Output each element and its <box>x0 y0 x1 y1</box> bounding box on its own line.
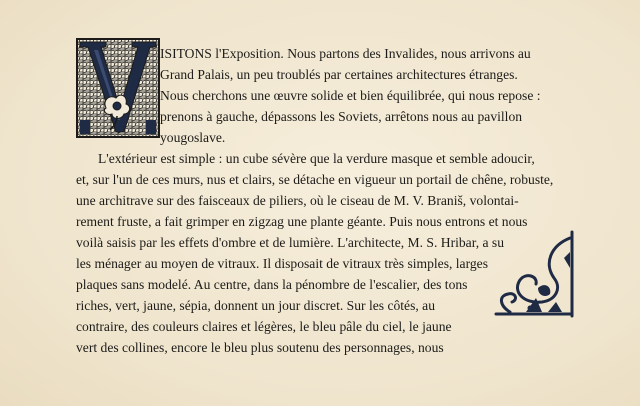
text-line: et, sur l'un de ces murs, nus et clairs, se détache en vigueur un portail de chêne, robuste, <box>76 172 554 187</box>
text-line: Grand Palais, un peu troublés par certaines architectures étranges. <box>160 67 518 82</box>
text-line: L'extérieur est simple : un cube sévère que la verdure masque et semble adoucir, <box>98 151 535 166</box>
text-line: plaques sans modelé. Au centre, dans la pénombre de l'escalier, des tons <box>76 277 468 292</box>
flourish-ornament-icon <box>490 228 578 318</box>
corner-flourish <box>490 228 578 318</box>
text-line: vert des collines, encore le bleu plus soutenu des personnages, nous <box>76 340 444 355</box>
text-line: Nous cherchons une œuvre solide et bien équilibrée, qui nous repose : <box>160 88 541 103</box>
text-line: les ménager au moyen de vitraux. Il disposait de vitraux très simples, larges <box>76 256 488 271</box>
text-line: yougoslave. <box>160 130 226 145</box>
text-line: rement fruste, a fait grimper en zigzag une plante géante. Puis nous entrons et nous <box>76 214 528 229</box>
text-line: riches, vert, jaune, sépia, donnent un jour discret. Sur les côtés, au <box>76 298 435 313</box>
drop-cap-ornament-icon <box>76 38 160 138</box>
text-line: contraire, des couleurs claires et légères, le bleu pâle du ciel, le jaune <box>76 319 452 334</box>
text-line: prenons à gauche, dépassons les Soviets, arrêtons nous au pavillon <box>160 109 523 124</box>
drop-cap-initial <box>76 38 160 138</box>
text-line: ISITONS l'Exposition. Nous partons des Invalides, nous arrivons au <box>160 46 531 61</box>
text-line: voilà saisis par les effets d'ombre et de lumière. L'architecte, M. S. Hribar, a su <box>76 235 505 250</box>
text-line: une architrave sur des faisceaux de piliers, où le ciseau de M. V. Braniš, volontai- <box>76 193 519 208</box>
